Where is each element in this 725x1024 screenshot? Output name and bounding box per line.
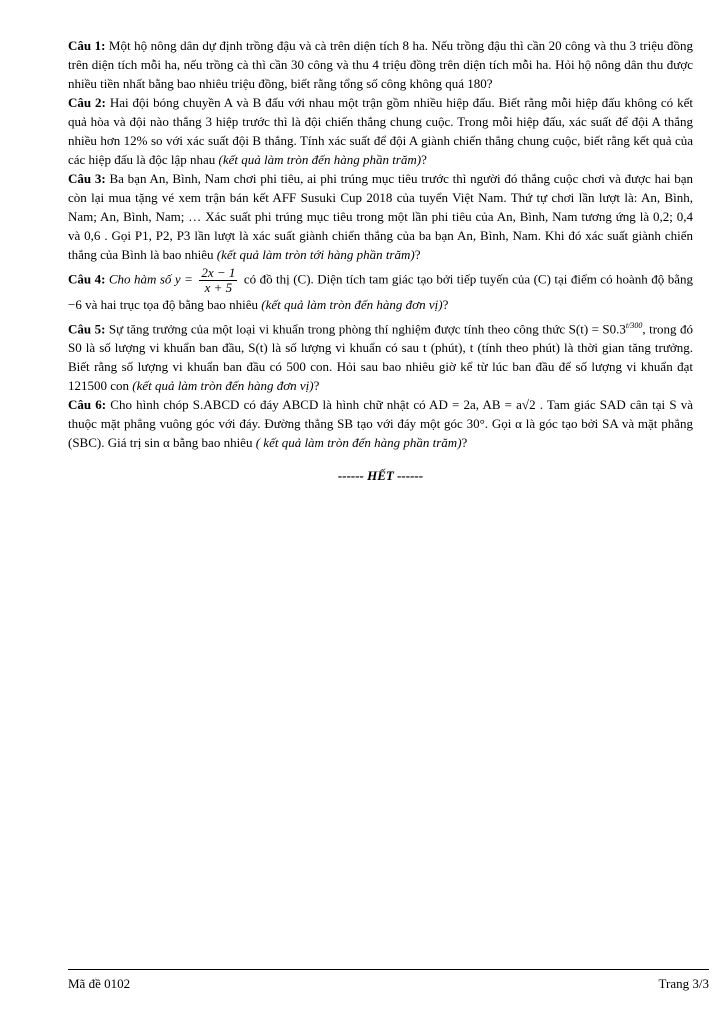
formula-prefix: Sự tăng trưởng của một loại vi khuẩn trong phòng thí nghiệm được tính theo công thức S(t) = S0.3 xyxy=(105,321,626,337)
rounding-note: (kết quả làm tròn đến hàng phần trăm) xyxy=(218,152,422,167)
question-tail: ? xyxy=(421,152,427,167)
question-text: Cho hình chóp S.ABCD có đáy ABCD là hình chữ nhật có AD = 2a, AB = a√2 . Tam giác SAD cân tại S và thuộc mặt phẳng vuông góc với đáy. Đường thẳng SB tạo với đáy một góc 30°. Gọi α là góc tạo bởi SA và mặt phẳng (SBC). Giá trị sin α bằng bao nhiêu xyxy=(68,397,693,451)
end-marker: ------ HẾT ------ xyxy=(337,468,424,484)
question-5 xyxy=(68,316,693,395)
question-label: Câu 5: xyxy=(68,321,106,337)
question-text: có đồ thị (C). Diện tích tam giác tạo bởi tiếp tuyến của (C) tại điểm có hoành độ bằng −6 và hai trục tọa độ bằng bao nhiêu xyxy=(68,271,693,312)
exam-content xyxy=(68,36,693,485)
page-number: Trang 3/3 xyxy=(658,976,709,991)
question-tail: ? xyxy=(313,378,320,394)
rounding-note: (kết quả làm tròn tới hàng phần trăm) xyxy=(216,247,415,262)
footer-divider xyxy=(68,969,709,970)
question-3 xyxy=(68,169,693,264)
rounding-note: (kết quả làm tròn đến hàng đơn vị) xyxy=(261,297,443,312)
question-text: Ba bạn An, Bình, Nam chơi phi tiêu, ai phi trúng mục tiêu trước thì người đó thắng cuộc chơi và được hai bạn còn lại mua tặng vé xem trận bán kết AFF Susuki Cup 2018 của tuyển Việt Nam. Thứ tự chơi lần lượt là: An, Bình, Nam; An, Bình, Nam; … Xác suất phi trúng mục tiêu trong một lần phi tiêu của An, Bình, Nam tương ứng là 0,2; 0,4 và 0,6 . Gọi P1, P2, P3 lần lượt là xác suất giành chiến thắng của ba bạn An, Bình, Nam. Khi đó xác suất giành chiến thắng của Bình là bao nhiêu xyxy=(68,171,693,262)
question-tail: ? xyxy=(461,435,468,451)
question-tail: ? xyxy=(414,247,421,262)
question-text: Một hộ nông dân dự định trồng đậu và cà trên diện tích 8 ha. Nếu trồng đậu thì cần 20 công và thu 3 triệu đồng trên diện tích mỗi ha, nếu trồng cà thì cần 30 công và thu 4 triệu đồng trên diện tích mỗi ha. Hỏi hộ nông dân thu được nhiều tiền nhất bằng bao nhiêu triệu đồng, biết rằng tổng số công không quá 180? xyxy=(68,38,693,91)
function-prefix: Cho hàm số y = xyxy=(105,271,197,287)
question-6 xyxy=(68,395,693,452)
question-text: , trong đó S0 là số lượng vi khuẩn ban đầu, S(t) là số lượng vi khuẩn có sau t (phút), t (tính theo phút) là thời gian tăng trưởng. Biết rằng số lượng vi khuẩn ban đầu có 500 con. Hỏi sau bao nhiêu giờ kể từ lúc ban đầu để số lượng vi khuẩn đạt 121500 con xyxy=(68,321,693,394)
rounding-note: (kết quả làm tròn đến hàng đơn vị) xyxy=(132,378,314,394)
question-4 xyxy=(68,266,693,314)
question-label: Câu 6: xyxy=(68,397,107,413)
question-tail: ? xyxy=(442,297,449,312)
formula-exponent: t/300 xyxy=(625,321,643,330)
question-1 xyxy=(68,36,693,93)
question-label: Câu 2: xyxy=(68,95,106,110)
rounding-note: ( kết quả làm tròn đến hàng phần trăm) xyxy=(255,435,462,451)
fraction-denominator: x + 5 xyxy=(204,280,233,295)
function-fraction xyxy=(199,266,237,295)
question-2 xyxy=(68,93,693,169)
question-text: Hai đội bóng chuyền A và B đấu với nhau một trận gồm nhiều hiệp đấu. Biết rằng mỗi hiệp đấu không có kết quả hòa và đội nào thắng 3 hiệp trước thì là đội chiến thắng chung cuộc. Trong mỗi hiệp đấu, xác suất để đội A thắng nhiều hơn 12% so với xác suất đội B thắng. Tính xác suất để đội A giành chiến thắng chung cuộc, biết rằng kết quả của các hiệp đấu là độc lập nhau xyxy=(68,95,693,167)
fraction-numerator: 2x − 1 xyxy=(201,265,236,280)
exam-code: Mã đề 0102 xyxy=(68,976,131,991)
question-label: Câu 4: xyxy=(68,271,106,287)
question-label: Câu 3: xyxy=(68,171,106,186)
question-label: Câu 1: xyxy=(68,38,106,53)
